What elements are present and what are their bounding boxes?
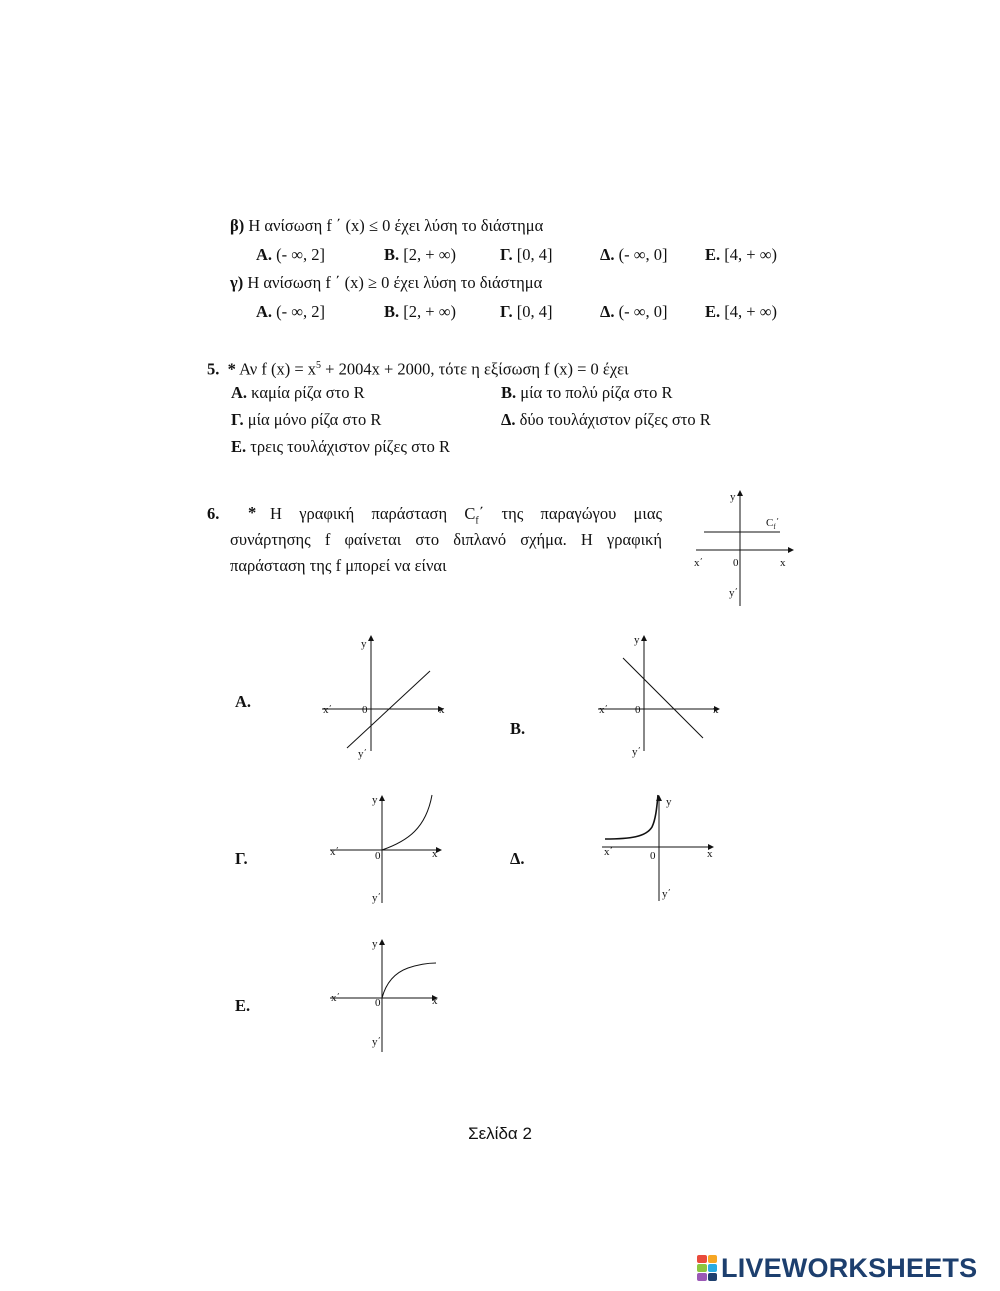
y-neg-label: y΄	[358, 748, 368, 760]
x-neg-label: x΄	[599, 704, 609, 716]
choice-b-graph[interactable]	[596, 633, 736, 763]
choice-a-label[interactable]: Α.	[235, 692, 252, 711]
option-label: Δ.	[600, 245, 615, 264]
option-value: [2, + ∞)	[403, 245, 456, 264]
q5-text-pre: Αν f (x) = x	[239, 359, 317, 379]
option-label: Ε.	[231, 437, 247, 456]
option-text: καμία ρίζα στο R	[251, 383, 365, 402]
y-label: y	[361, 638, 367, 650]
logo-block	[708, 1264, 718, 1272]
logo-block	[708, 1273, 718, 1281]
choice-e-label[interactable]: Ε.	[235, 996, 251, 1015]
q4-beta-line	[230, 216, 543, 236]
logo-block	[697, 1255, 707, 1263]
option-label: Α.	[256, 245, 273, 264]
x-label: x	[432, 848, 438, 860]
q4-beta-option-b[interactable]	[384, 245, 456, 265]
y-neg-label: y΄	[372, 1036, 382, 1048]
q4-gamma-label: γ)	[230, 273, 244, 292]
q5-stem	[207, 356, 629, 380]
x-neg-label: x΄	[694, 557, 704, 569]
origin-label: 0	[635, 704, 641, 716]
x-label: x	[707, 848, 713, 860]
y-neg-label: y΄	[729, 587, 739, 599]
option-label: Γ.	[500, 245, 513, 264]
option-value: (- ∞, 0]	[618, 302, 668, 321]
q6-stem-line1	[270, 501, 662, 527]
y-arrow	[737, 490, 743, 496]
q4-beta-label: β)	[230, 216, 245, 235]
q4-gamma-option-a[interactable]	[256, 302, 325, 322]
option-label: Ε.	[705, 245, 721, 264]
q4-gamma-text: Η ανίσωση f ΄ (x) ≥ 0 έχει λύση το διάστημα	[247, 273, 543, 292]
option-value: (- ∞, 2]	[276, 302, 326, 321]
x-neg-label: x΄	[604, 846, 614, 858]
x-neg-label: x΄	[323, 704, 333, 716]
q6-number: 6.	[207, 504, 220, 523]
q6-reference-graph	[690, 488, 800, 608]
q4-beta-option-c[interactable]	[500, 245, 553, 265]
x-label: x	[780, 557, 786, 569]
y-arrow	[368, 635, 374, 641]
q4-beta-text: Η ανίσωση f ΄ (x) ≤ 0 έχει λύση το διάστημα	[248, 216, 544, 235]
q5-star: *	[227, 359, 236, 379]
q4-gamma-option-d[interactable]	[600, 302, 667, 322]
q4-beta-option-e[interactable]	[705, 245, 777, 265]
option-value: [0, 4]	[516, 245, 553, 264]
option-text: μία το πολύ ρίζα στο R	[520, 383, 673, 402]
curve-label	[766, 517, 779, 531]
q6-line2: συνάρτησης f φαίνεται στο διπλανό σχήμα. Η γραφική	[230, 530, 662, 549]
function-curve	[605, 795, 658, 839]
choice-c-label[interactable]: Γ.	[235, 849, 248, 868]
q5-option-b[interactable]	[501, 383, 673, 403]
x-label: x	[713, 704, 719, 716]
function-curve	[382, 963, 436, 998]
option-value: (- ∞, 2]	[276, 245, 326, 264]
choice-b-label[interactable]: Β.	[510, 719, 526, 738]
q5-option-e[interactable]	[231, 437, 450, 457]
logo-block	[697, 1273, 707, 1281]
logo-block	[697, 1264, 707, 1272]
function-curve	[382, 795, 432, 850]
curve-label-prime: ΄	[775, 517, 780, 529]
q4-gamma-option-e[interactable]	[705, 302, 777, 322]
option-label: Γ.	[500, 302, 513, 321]
choice-e-graph[interactable]	[328, 937, 468, 1062]
option-label: Δ.	[600, 302, 615, 321]
y-neg-label: y΄	[632, 746, 642, 758]
y-label: y	[666, 796, 672, 808]
option-label: Β.	[384, 245, 400, 264]
option-value: [4, + ∞)	[724, 245, 777, 264]
q4-gamma-option-b[interactable]	[384, 302, 456, 322]
option-label: Δ.	[501, 410, 516, 429]
choice-d-graph[interactable]	[600, 793, 740, 913]
option-text: τρεις τουλάχιστον ρίζες στο R	[250, 437, 450, 456]
y-label: y	[730, 491, 736, 503]
origin-label: 0	[362, 704, 368, 716]
x-neg-label: x΄	[330, 846, 340, 858]
function-curve	[623, 658, 703, 738]
origin-label: 0	[375, 850, 381, 862]
option-label: Β.	[501, 383, 517, 402]
origin-label: 0	[650, 850, 656, 862]
option-label: Α.	[256, 302, 273, 321]
logo-text: LIVEWORKSHEETS	[721, 1252, 978, 1283]
page-number: Σελίδα 2	[468, 1124, 532, 1143]
y-label: y	[372, 794, 378, 806]
q4-gamma-option-c[interactable]	[500, 302, 553, 322]
q5-number: 5.	[207, 359, 220, 379]
curve-label-c: C	[766, 517, 774, 529]
origin-label: 0	[375, 997, 381, 1009]
option-label: Β.	[384, 302, 400, 321]
q5-text-post: + 2004x + 2000, τότε η εξίσωση f (x) = 0 έχει	[321, 359, 629, 379]
choice-a-graph[interactable]	[320, 633, 460, 763]
q5-exponent: 5	[316, 360, 322, 371]
y-arrow	[379, 939, 385, 945]
q6-line3: παράσταση της f μπορεί να είναι	[230, 556, 447, 575]
liveworksheets-logo-icon	[697, 1255, 717, 1281]
y-neg-label: y΄	[372, 892, 382, 904]
option-value: [0, 4]	[516, 302, 553, 321]
y-arrow	[641, 635, 647, 641]
q5-option-a[interactable]	[231, 383, 365, 403]
option-text: δύο τουλάχιστον ρίζες στο R	[519, 410, 711, 429]
y-label: y	[634, 634, 640, 646]
x-arrow	[788, 547, 794, 553]
q4-gamma-line	[230, 273, 542, 293]
option-label: Γ.	[231, 410, 244, 429]
q5-option-c[interactable]	[231, 410, 381, 430]
origin-label: 0	[733, 557, 739, 569]
y-neg-label: y΄	[662, 888, 672, 900]
option-label: Ε.	[705, 302, 721, 321]
x-label: x	[432, 995, 438, 1007]
option-value: [4, + ∞)	[724, 302, 777, 321]
option-label: Α.	[231, 383, 248, 402]
y-arrow	[379, 795, 385, 801]
choice-d-label[interactable]: Δ.	[510, 849, 525, 868]
q4-beta-option-a[interactable]	[256, 245, 325, 265]
option-value: (- ∞, 0]	[618, 245, 668, 264]
q4-beta-option-d[interactable]	[600, 245, 667, 265]
q6-star: *	[248, 503, 257, 522]
option-text: μία μόνο ρίζα στο R	[247, 410, 382, 429]
y-label: y	[372, 938, 378, 950]
liveworksheets-logo[interactable]	[697, 1253, 977, 1283]
logo-block	[708, 1255, 718, 1263]
q6-stem-rest	[230, 527, 662, 579]
q5-option-d[interactable]	[501, 410, 711, 430]
curve-label-sub: f	[773, 523, 776, 531]
choice-c-graph[interactable]	[328, 793, 468, 923]
q6-line1-sub: f	[475, 515, 479, 527]
option-value: [2, + ∞)	[403, 302, 456, 321]
x-neg-label: x΄	[331, 992, 341, 1004]
x-label: x	[439, 704, 445, 716]
q6-line1-pre: Η γραφική παράσταση C	[270, 504, 476, 523]
q6-line1-post: ΄ της παραγώγου μιας	[478, 504, 663, 523]
